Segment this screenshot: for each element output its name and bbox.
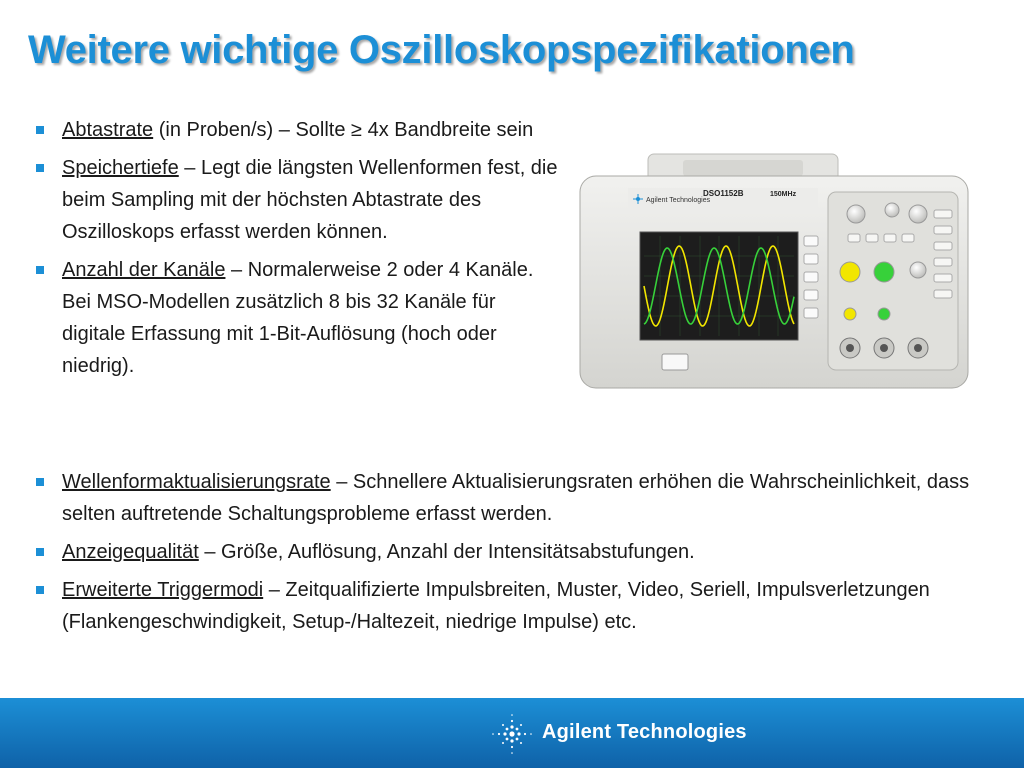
bullet-text: – Größe, Auflösung, Anzahl der Intensitätsabstufungen. [198,541,695,563]
bullet-square-icon [36,478,44,486]
page-title: Weitere wichtige Oszilloskopspezifikationen [28,28,855,72]
list-item [34,574,994,638]
scope-model-label: DSO1152B [703,189,744,198]
bullet-text: – Legt die längsten Wellenformen fest, die beim Sampling mit der höchsten Abtastrate des Oszilloskops erfasst werden können. [62,157,558,243]
bullet-term: Wellenformaktualisierungsrate [62,471,331,493]
list-item [34,536,994,568]
channel1-knob [840,262,860,282]
oscilloscope-image [578,152,972,392]
oscilloscope-illustration [578,152,972,392]
knob [847,205,865,223]
channel2-knob [874,262,894,282]
bullet-term: Anzeigequalität [62,541,199,563]
knob [909,205,927,223]
scope-brand-label: Agilent Technologies [646,197,711,204]
bullet-term: Abtastrate [62,119,154,141]
knob [910,262,926,278]
scope-bandwidth-label: 150MHz [770,191,797,198]
bullet-text: – Schnellere Aktualisierungsraten erhöhen die Wahrscheinlichkeit, dass selten auftretende Schaltungsprobleme erfasst werden. [62,471,970,525]
agilent-spark-logo-icon [490,712,534,756]
footer-bar [0,698,1024,768]
bullet-text: – Normalerweise 2 oder 4 Kanäle. Bei MSO-Modellen zusätzlich 8 bis 32 Kanäle für digitale Erfassung mit 1-Bit-Auflösung (hoch oder niedrig). [62,259,534,377]
bullet-square-icon [36,548,44,556]
bullet-square-icon [36,586,44,594]
footer-brand-name: Agilent Technologies [542,721,747,743]
bullet-list-top [34,114,564,388]
bullet-square-icon [36,266,44,274]
bullet-square-icon [36,126,44,134]
bullet-term: Erweiterte Triggermodi [62,579,264,601]
bullet-term: Speichertiefe [62,157,179,179]
bullet-text: (in Proben/s) – Sollte ≥ 4x Bandbreite sein [153,119,534,141]
usb-port [662,354,688,370]
bullet-square-icon [36,164,44,172]
list-item [34,466,994,530]
list-item [34,254,564,382]
bullet-text: – Zeitqualifizierte Impulsbreiten, Muster, Video, Seriell, Impulsverletzungen (Flankengeschwindigkeit, Setup-/Haltezeit, niedrige Impulse) etc. [62,579,930,633]
knob [885,203,899,217]
list-item [34,152,564,248]
bullet-list-bottom [34,466,994,644]
list-item [34,114,564,146]
bullet-term: Anzahl der Kanäle [62,259,226,281]
